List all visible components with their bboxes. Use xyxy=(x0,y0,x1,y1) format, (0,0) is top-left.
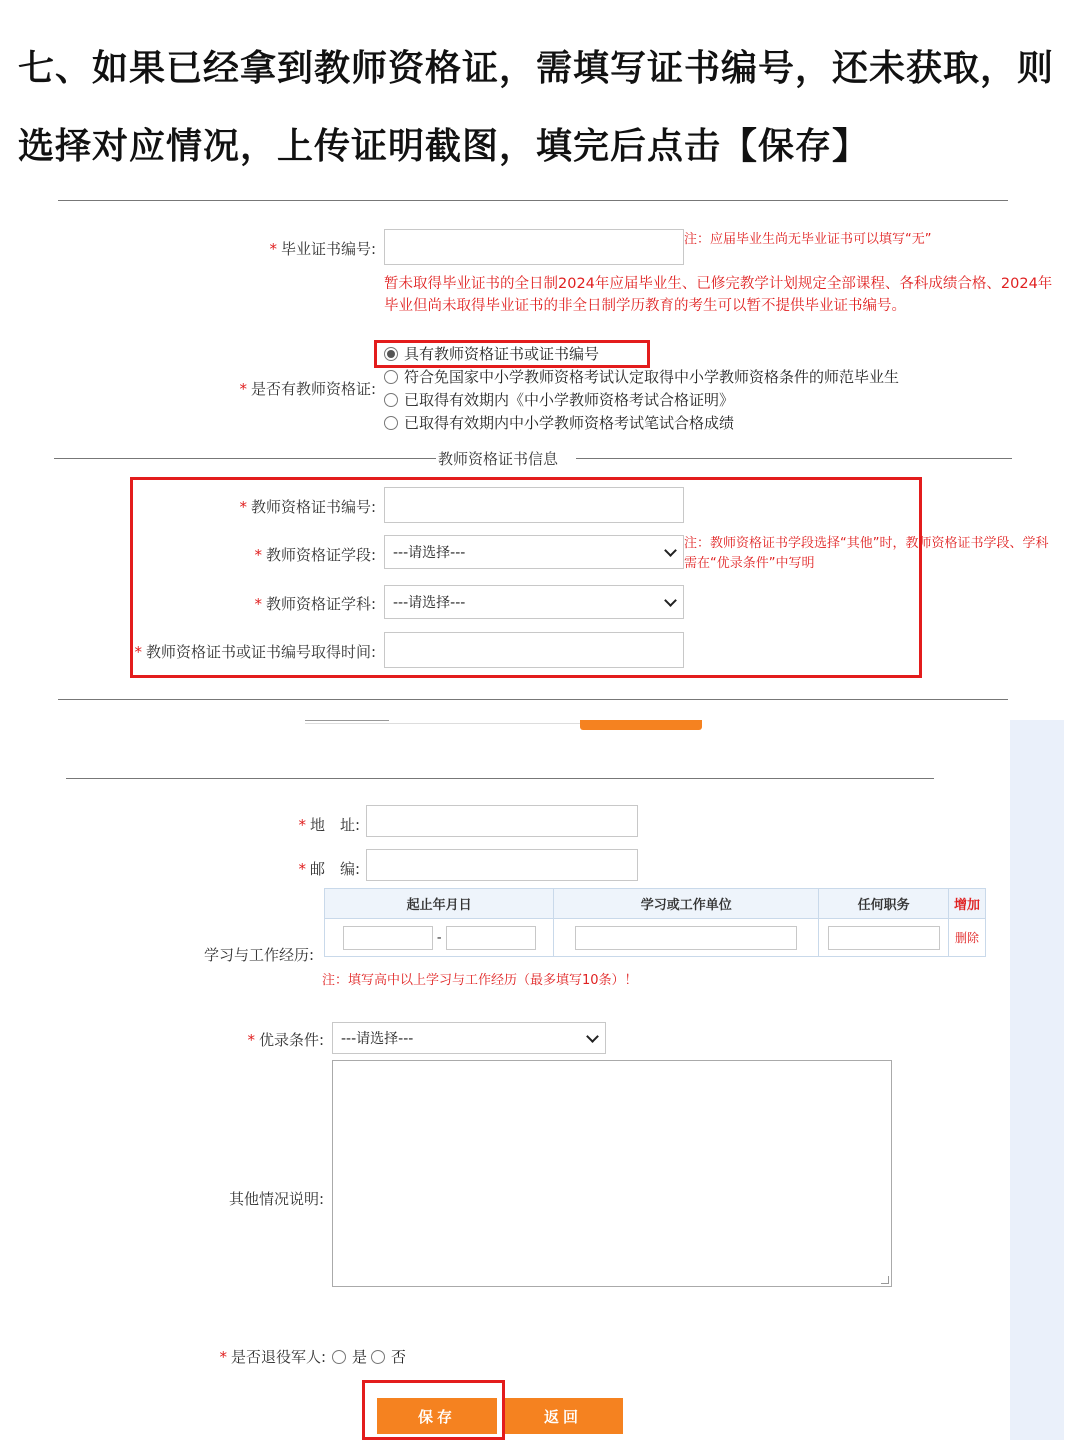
priority-label: * 优录条件: xyxy=(247,1031,324,1049)
veteran-label: * 是否退役军人: xyxy=(219,1348,326,1366)
cert-number-label: * 教师资格证书编号: xyxy=(239,498,376,516)
cert-info-title: 教师资格证书信息 xyxy=(438,450,559,468)
cert-subject-select[interactable]: ---请选择--- xyxy=(384,585,684,619)
back-button[interactable]: 返回 xyxy=(503,1398,623,1434)
experience-table xyxy=(324,888,986,957)
delete-row-link[interactable]: 删除 xyxy=(949,919,986,957)
priority-select[interactable]: ---请选择--- xyxy=(332,1022,606,1054)
divider xyxy=(58,200,1008,201)
address-input[interactable] xyxy=(366,805,638,837)
end-date-input[interactable] xyxy=(446,926,536,950)
date-dash: - xyxy=(436,930,442,945)
cert-option-3[interactable]: 已取得有效期内《中小学教师资格考试合格证明》 xyxy=(384,389,734,410)
cert-option-2[interactable]: 符合免国家中小学教师资格考试认定取得中小学教师资格条件的师范毕业生 xyxy=(384,366,899,387)
org-input[interactable] xyxy=(575,926,797,950)
radio-icon[interactable] xyxy=(384,370,398,384)
radio-icon[interactable] xyxy=(332,1350,346,1364)
other-textarea[interactable] xyxy=(332,1060,892,1287)
table-row xyxy=(325,919,986,957)
has-cert-label: * 是否有教师资格证: xyxy=(239,380,376,398)
chevron-down-icon xyxy=(586,1030,599,1043)
radio-icon[interactable] xyxy=(384,393,398,407)
fragment-line xyxy=(305,723,581,724)
cert-option-1[interactable]: 具有教师资格证书或证书编号 xyxy=(384,343,599,364)
highlight-box-cert-info xyxy=(130,477,922,678)
resize-handle-icon[interactable] xyxy=(881,1276,889,1284)
col-org: 学习或工作单位 xyxy=(554,889,819,919)
cert-stage-label: * 教师资格证学段: xyxy=(254,546,376,564)
experience-note: 注：填写高中以上学习与工作经历（最多填写10条）！ xyxy=(322,973,638,988)
cert-time-label: * 教师资格证书或证书编号取得时间: xyxy=(134,643,376,661)
start-date-input[interactable] xyxy=(343,926,433,950)
instruction-line-1: 七、如果已经拿到教师资格证，需填写证书编号，还未获取，则 xyxy=(18,48,1055,89)
col-date: 起止年月日 xyxy=(325,889,554,919)
fragment-button-edge xyxy=(580,720,702,730)
col-job: 任何职务 xyxy=(819,889,949,919)
veteran-no[interactable]: 否 xyxy=(371,1346,406,1367)
cert-stage-note: 注：教师资格证书学段选择“其他”时，教师资格证书学段、学科需在“优录条件”中写明 xyxy=(684,536,1049,571)
instruction-line-2: 选择对应情况，上传证明截图，填完后点击【保存】 xyxy=(18,126,870,167)
divider-left xyxy=(54,458,436,459)
save-button[interactable]: 保存 xyxy=(377,1398,497,1434)
radio-icon[interactable] xyxy=(371,1350,385,1364)
diploma-note: 注：应届毕业生尚无毕业证书可以填写“无” xyxy=(684,232,932,247)
diploma-number-input[interactable] xyxy=(384,229,684,265)
address-label: * 地 址: xyxy=(298,816,360,834)
divider xyxy=(58,699,1008,700)
cert-stage-select[interactable]: ---请选择--- xyxy=(384,535,684,569)
highlight-box-option xyxy=(374,340,650,368)
job-input[interactable] xyxy=(828,926,940,950)
veteran-yes[interactable]: 是 xyxy=(332,1346,367,1367)
divider-right xyxy=(576,458,1012,459)
postcode-input[interactable] xyxy=(366,849,638,881)
highlight-box-save xyxy=(362,1380,505,1440)
experience-label: 学习与工作经历: xyxy=(203,946,314,964)
diploma-number-label: * 毕业证书编号: xyxy=(269,240,376,258)
cert-subject-label: * 教师资格证学科: xyxy=(254,595,376,613)
divider xyxy=(66,778,934,779)
fragment-line xyxy=(305,720,389,721)
add-row-link[interactable]: 增加 xyxy=(949,889,986,919)
other-label: 其他情况说明: xyxy=(228,1190,324,1208)
side-panel xyxy=(1010,720,1064,1440)
postcode-label: * 邮 编: xyxy=(298,860,360,878)
radio-icon[interactable] xyxy=(384,416,398,430)
cert-option-4[interactable]: 已取得有效期内中小学教师资格考试笔试合格成绩 xyxy=(384,412,734,433)
diploma-notice: 暂未取得毕业证书的全日制2024年应届毕业生、已修完教学计划规定全部课程、各科成绩合格、2024年毕业但尚未取得毕业证书的非全日制学历教育的考生可以暂不提供毕业证书编号。 xyxy=(384,276,1053,314)
